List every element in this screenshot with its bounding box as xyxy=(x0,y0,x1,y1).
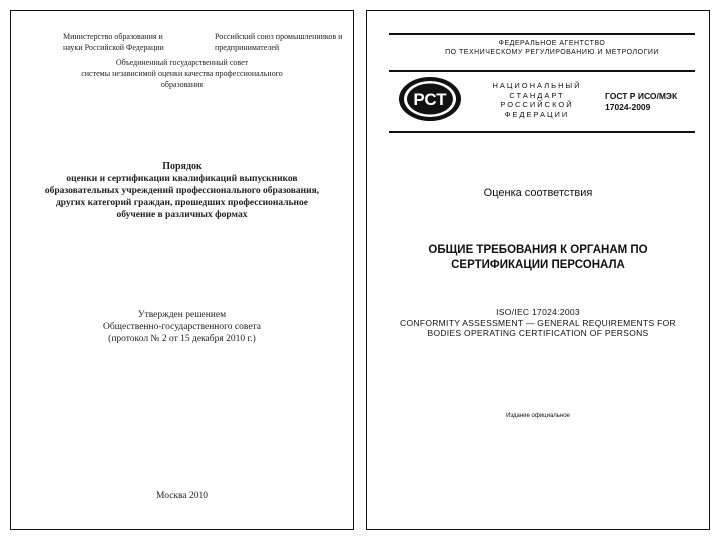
approval-line: (протокол № 2 от 15 декабря 2010 г.) xyxy=(108,334,256,344)
logo-text: РСТ xyxy=(413,90,447,109)
standard-label-line: РОССИЙСКОЙ xyxy=(500,100,574,109)
approval-line: Утвержден решением xyxy=(137,310,227,320)
intl-ref-line: ISO/IEC 17024:2003 xyxy=(496,307,580,317)
council-line: Объединенный государственный совет xyxy=(115,58,249,67)
title-line: оценки и сертификации квалификаций выпускников xyxy=(66,174,298,184)
rst-logo-icon xyxy=(397,75,463,123)
international-reference xyxy=(367,307,709,339)
top-rule xyxy=(389,33,695,35)
intl-ref-line: BODIES OPERATING CERTIFICATION OF PERSONS xyxy=(427,328,649,338)
title-heading: Порядок xyxy=(162,161,202,172)
agency-line: ФЕДЕРАЛЬНОЕ АГЕНТСТВО xyxy=(498,40,606,47)
ministry-header xyxy=(63,31,193,53)
intl-ref-line: CONFORMITY ASSESSMENT — GENERAL REQUIREMENTS FOR xyxy=(400,317,676,328)
standard-label-line: СТАНДАРТ xyxy=(509,90,565,100)
union-header xyxy=(215,31,347,53)
approval-line: Общественно-государственного совета xyxy=(102,322,262,332)
standard-label-line: НАЦИОНАЛЬНЫЙ xyxy=(492,81,582,90)
union-header-line: Российский союз промышленников и xyxy=(215,32,343,41)
category-heading: Оценка соответствия xyxy=(483,187,593,199)
standard-number-line: ГОСТ Р ИСО/МЭК xyxy=(605,91,678,101)
middle-rule xyxy=(389,70,695,72)
title-line: образовательных учреждений профессионального образования, xyxy=(44,186,320,196)
ministry-header-line: Министерство образования и xyxy=(63,32,163,41)
title-line: обучение в различных формах xyxy=(116,210,248,220)
standard-label-line: ФЕДЕРАЦИИ xyxy=(504,109,570,119)
city-year: Москва 2010 xyxy=(156,491,208,501)
council-line: системы независимой оценки качества профессионального xyxy=(81,69,283,78)
standard-number xyxy=(605,91,677,113)
union-header-line: предпринимателей xyxy=(215,43,280,52)
approval-note xyxy=(11,309,353,345)
national-standard-label xyxy=(487,81,587,119)
agency-line: ПО ТЕХНИЧЕСКОМУ РЕГУЛИРОВАНИЮ И МЕТРОЛОГИИ xyxy=(445,49,659,56)
bottom-rule xyxy=(389,131,695,133)
left-document-page xyxy=(10,10,354,530)
title-line: других категорий граждан, прошедших профессиональное xyxy=(55,198,308,208)
ministry-header-line: науки Российской Федерации xyxy=(63,43,164,52)
right-document-page xyxy=(366,10,710,530)
standard-title xyxy=(367,243,709,273)
standard-title-line: СЕРТИФИКАЦИИ ПЕРСОНАЛА xyxy=(451,259,625,271)
agency-heading xyxy=(427,39,677,57)
council-heading xyxy=(11,57,353,90)
official-edition-note: Издание официальное xyxy=(506,413,570,419)
council-line: образования xyxy=(160,80,204,89)
standard-number-line: 17024-2009 xyxy=(605,102,651,112)
document-title xyxy=(11,161,353,221)
standard-title-line: ОБЩИЕ ТРЕБОВАНИЯ К ОРГАНАМ ПО xyxy=(428,244,648,256)
